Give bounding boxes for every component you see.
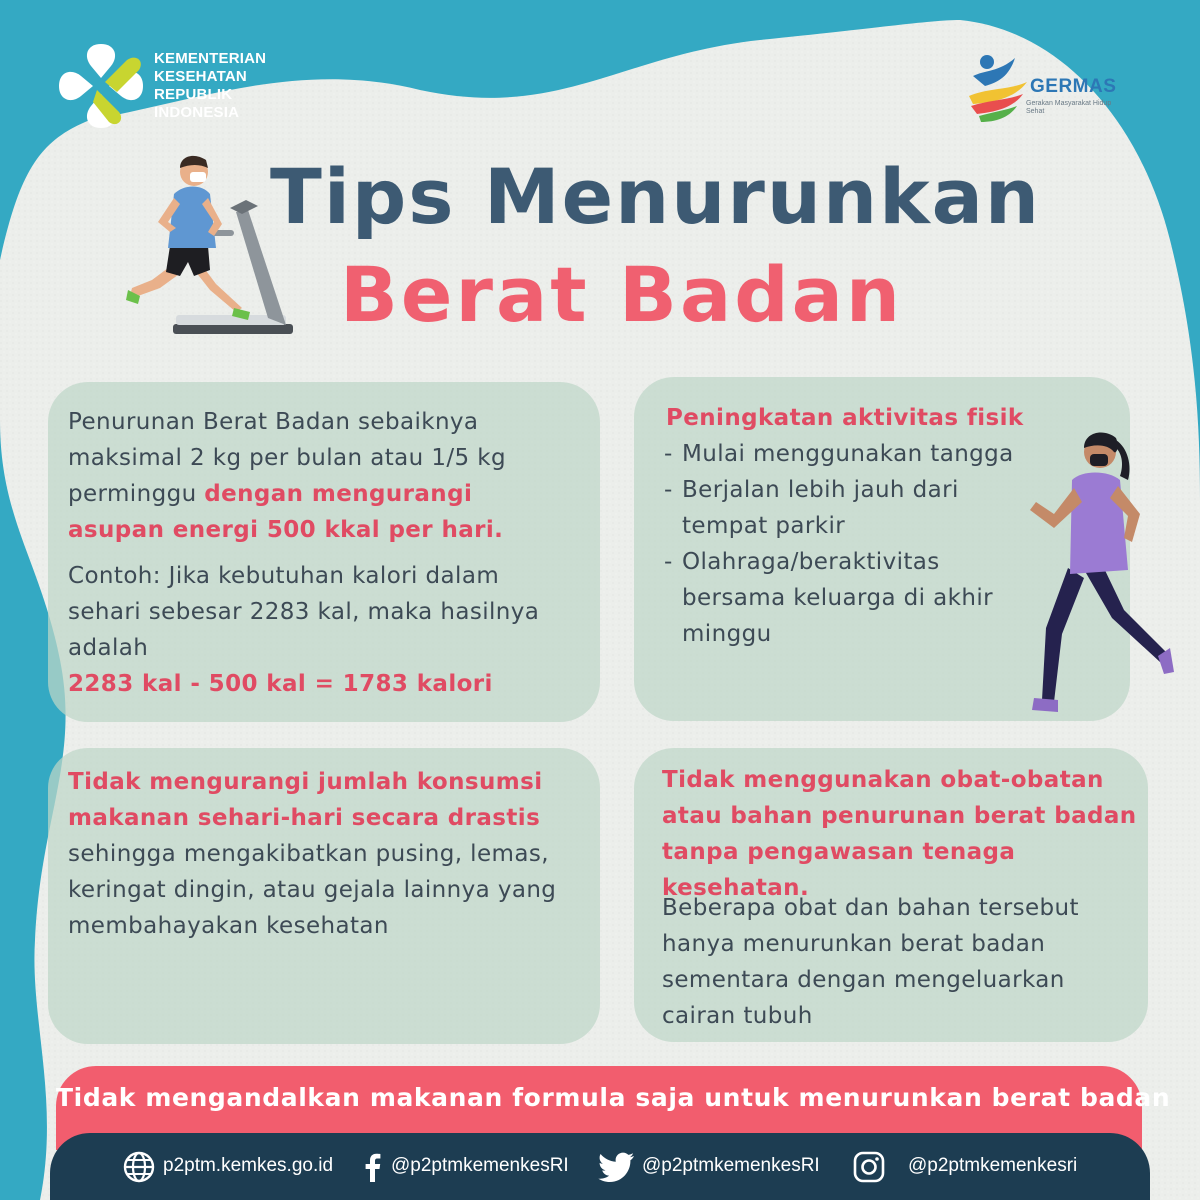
- facebook-icon: [356, 1150, 390, 1184]
- list-item: - Berjalan lebih jauh dari tempat parkir: [664, 472, 1064, 544]
- instagram-handle[interactable]: @p2ptmkemenkesri: [908, 1155, 1078, 1176]
- card4-highlight: Tidak menggunakan obat-obatan atau bahan penurunan berat badan tanpa pengawasan tenaga kesehatan.: [662, 767, 1137, 901]
- ministry-line: INDONESIA: [154, 104, 240, 121]
- card4-text: Beberapa obat dan bahan tersebut hanya menurunkan berat badan sementara dengan mengeluarkan cairan tubuh: [662, 895, 1079, 1029]
- instagram-icon: [852, 1150, 886, 1184]
- globe-icon: [122, 1150, 156, 1184]
- twitter-icon: [598, 1150, 636, 1184]
- card3-text: sehingga mengakibatkan pusing, lemas, keringat dingin, atau gejala lainnya yang membahayakan kesehatan: [68, 841, 557, 939]
- website-link[interactable]: p2ptm.kemkes.go.id: [163, 1155, 334, 1176]
- ministry-name: [154, 50, 266, 122]
- banner-text: Tidak mengandalkan makanan formula saja untuk menurunkan berat badan: [56, 1083, 1171, 1112]
- list-item: - Olahraga/beraktivitas bersama keluarga di akhir minggu: [664, 544, 1064, 652]
- card2-list: [664, 436, 1064, 652]
- card1-example: [68, 558, 548, 702]
- card1-highlight: dengan mengurangi asupan energi 500 kkal per hari.: [68, 481, 504, 543]
- card1-example-text: Contoh: Jika kebutuhan kalori dalam sehari sebesar 2283 kal, maka hasilnya adalah: [68, 563, 540, 661]
- germas-title: GERMAS: [1030, 76, 1117, 97]
- card2-item: Olahraga/beraktivitas bersama keluarga di akhir minggu: [682, 549, 993, 647]
- running-woman-illustration: [1024, 418, 1174, 718]
- card3-paragraph: [68, 764, 568, 944]
- twitter-handle[interactable]: @p2ptmkemenkesRI: [642, 1155, 820, 1176]
- title-line-1: Tips Menurunkan: [270, 152, 1041, 241]
- ministry-logo-icon: [55, 40, 147, 132]
- card1-text: Penurunan Berat Badan sebaiknya maksimal 2 kg per bulan atau 1/5 kg perminggu: [68, 409, 506, 507]
- facebook-handle[interactable]: @p2ptmkemenkesRI: [391, 1155, 569, 1176]
- ministry-line: KEMENTERIAN: [154, 50, 267, 67]
- card1-formula: 2283 kal - 500 kal = 1783 kalori: [68, 671, 493, 697]
- germas-subtitle: Gerakan Masyarakat Hidup Sehat: [1026, 100, 1112, 115]
- list-item: - Mulai menggunakan tangga: [664, 436, 1064, 472]
- card2-heading: Peningkatan aktivitas fisik: [666, 405, 1024, 431]
- card3-highlight: Tidak mengurangi jumlah konsumsi makanan sehari-hari secara drastis: [68, 769, 543, 831]
- card2-item: Mulai menggunakan tangga: [682, 441, 1014, 467]
- title-line-2: Berat Badan: [340, 250, 904, 339]
- ministry-line: REPUBLIK: [154, 86, 233, 103]
- ministry-line: KESEHATAN: [154, 68, 247, 85]
- card1-paragraph: [68, 404, 548, 548]
- card2-item: Berjalan lebih jauh dari tempat parkir: [682, 477, 959, 539]
- germas-logo-icon: [965, 52, 1031, 124]
